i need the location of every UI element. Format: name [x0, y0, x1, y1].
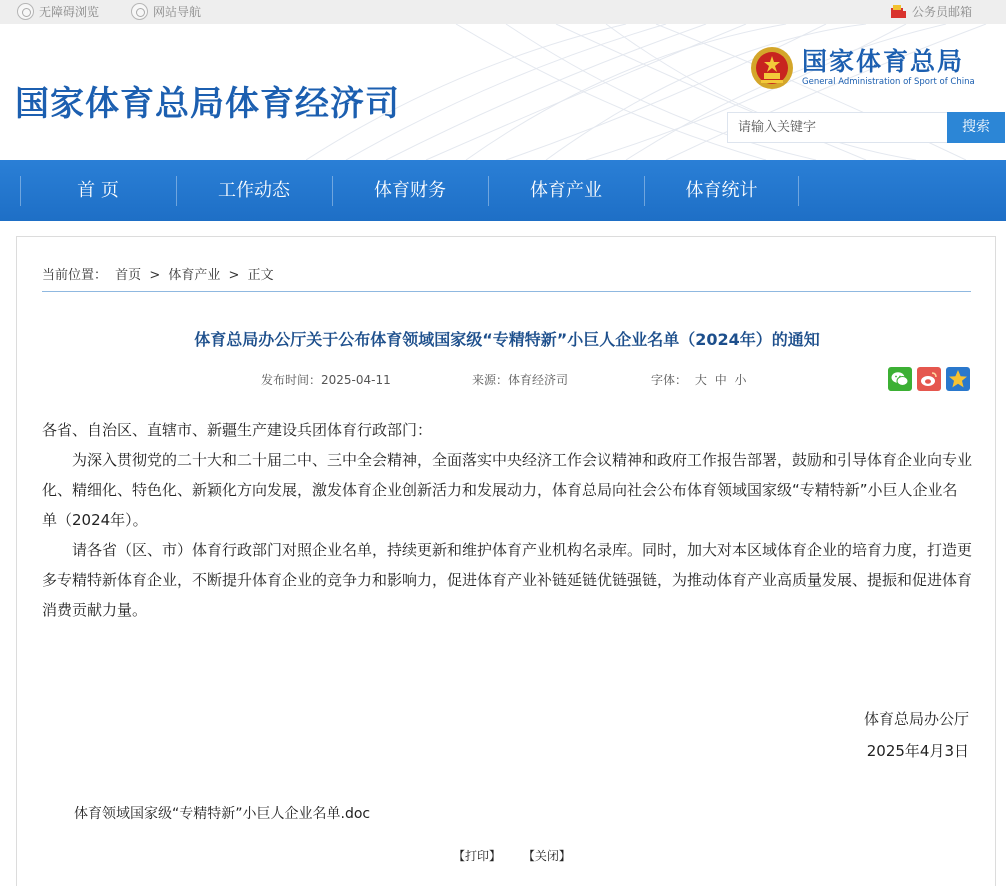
breadcrumb-separator: > — [149, 268, 161, 283]
search-input[interactable]: 请输入关键字 — [727, 112, 948, 143]
source-label: 来源： — [472, 373, 509, 387]
breadcrumb-section[interactable]: 体育产业 — [168, 268, 221, 283]
article-source — [472, 371, 568, 388]
print-button[interactable]: 【打印】 — [453, 849, 502, 863]
staff-mail-label: 公务员邮箱 — [912, 5, 973, 19]
breadcrumb-home[interactable]: 首页 — [115, 268, 142, 283]
breadcrumb-divider — [42, 291, 971, 292]
publish-date-value: 2025-04-11 — [321, 373, 391, 387]
publish-date — [261, 371, 391, 388]
font-size-label: 字体： — [651, 373, 688, 387]
accessibility-icon — [17, 3, 34, 20]
share-wechat-button[interactable] — [888, 367, 912, 391]
site-nav-icon — [131, 3, 148, 20]
breadcrumb — [42, 264, 278, 283]
brand-logo[interactable] — [750, 46, 975, 90]
national-emblem-icon — [750, 46, 794, 90]
breadcrumb-prefix: 当前位置： — [42, 268, 108, 283]
breadcrumb-separator: > — [228, 268, 240, 283]
close-button[interactable]: 【关闭】 — [522, 849, 571, 863]
font-size-medium[interactable]: 中 — [714, 373, 727, 387]
accessibility-link[interactable] — [17, 3, 99, 20]
issue-date: 2025年4月3日 — [866, 742, 969, 760]
source-value: 体育经济司 — [508, 373, 569, 387]
attachment-link[interactable]: 体育领域国家级“专精特新”小巨人企业名单.doc — [74, 806, 371, 822]
site-nav-link[interactable] — [131, 3, 201, 20]
article-body — [42, 415, 972, 625]
breadcrumb-current: 正文 — [247, 268, 274, 283]
article-container — [16, 236, 996, 886]
share-qzone-button[interactable] — [946, 367, 970, 391]
nav-item-sports-industry[interactable]: 体育产业 — [488, 176, 643, 206]
nav-item-home[interactable]: 首 页 — [20, 176, 175, 206]
brand-name-en: General Administration of Sport of China — [802, 77, 975, 87]
brand-name-cn: 国家体育总局 — [802, 47, 965, 76]
top-utility-bar — [0, 0, 1006, 24]
wechat-icon — [891, 371, 909, 387]
article-paragraph: 请各省（区、市）体育行政部门对照企业名单，持续更新和维护体育产业机构名录库。同时，加大对本区域体育企业的培育力度，打造更多专精特新体育企业，不断提升体育企业的竞争力和影响力，促进体育产业补链延链优链强链，为推动体育产业高质量发展、提振和促进体育消费贡献力量。 — [42, 541, 973, 619]
search-button[interactable]: 搜索 — [947, 112, 1005, 143]
nav-item-work-news[interactable]: 工作动态 — [176, 176, 331, 206]
article-actions — [453, 847, 589, 864]
star-icon — [948, 369, 968, 389]
article-title: 体育总局办公厅关于公布体育领域国家级“专精特新”小巨人企业名单（2024年）的通知 — [194, 330, 820, 349]
nav-item-sports-statistics[interactable]: 体育统计 — [644, 176, 799, 206]
article-paragraph: 为深入贯彻党的二十大和二十届二中、三中全会精神，全面落实中央经济工作会议精神和政府工作报告部署，鼓励和引导体育企业向专业化、精细化、特色化、新颖化方向发展，激发体育企业创新活力和发展动力，体育总局向社会公布体育领域国家级“专精特新”小巨人企业名单（2024年）。 — [42, 451, 973, 529]
main-nav — [0, 160, 1006, 221]
staff-mail-link[interactable] — [891, 3, 972, 20]
site-title[interactable]: 国家体育总局体育经济司 — [15, 84, 400, 124]
share-weibo-button[interactable] — [917, 367, 941, 391]
publish-date-label: 发布时间： — [261, 373, 322, 387]
site-header — [0, 24, 1006, 160]
mail-icon — [891, 5, 907, 19]
accessibility-label: 无障碍浏览 — [39, 5, 100, 19]
site-nav-label: 网站导航 — [153, 5, 202, 19]
article-salutation: 各省、自治区、直辖市、新疆生产建设兵团体育行政部门： — [42, 421, 433, 439]
nav-item-sports-finance[interactable]: 体育财务 — [332, 176, 487, 206]
weibo-icon — [920, 371, 938, 387]
font-size-control — [651, 371, 747, 388]
article-signoff — [864, 703, 969, 767]
issuer: 体育总局办公厅 — [863, 710, 969, 728]
font-size-large[interactable]: 大 — [694, 373, 707, 387]
font-size-small[interactable]: 小 — [734, 373, 747, 387]
